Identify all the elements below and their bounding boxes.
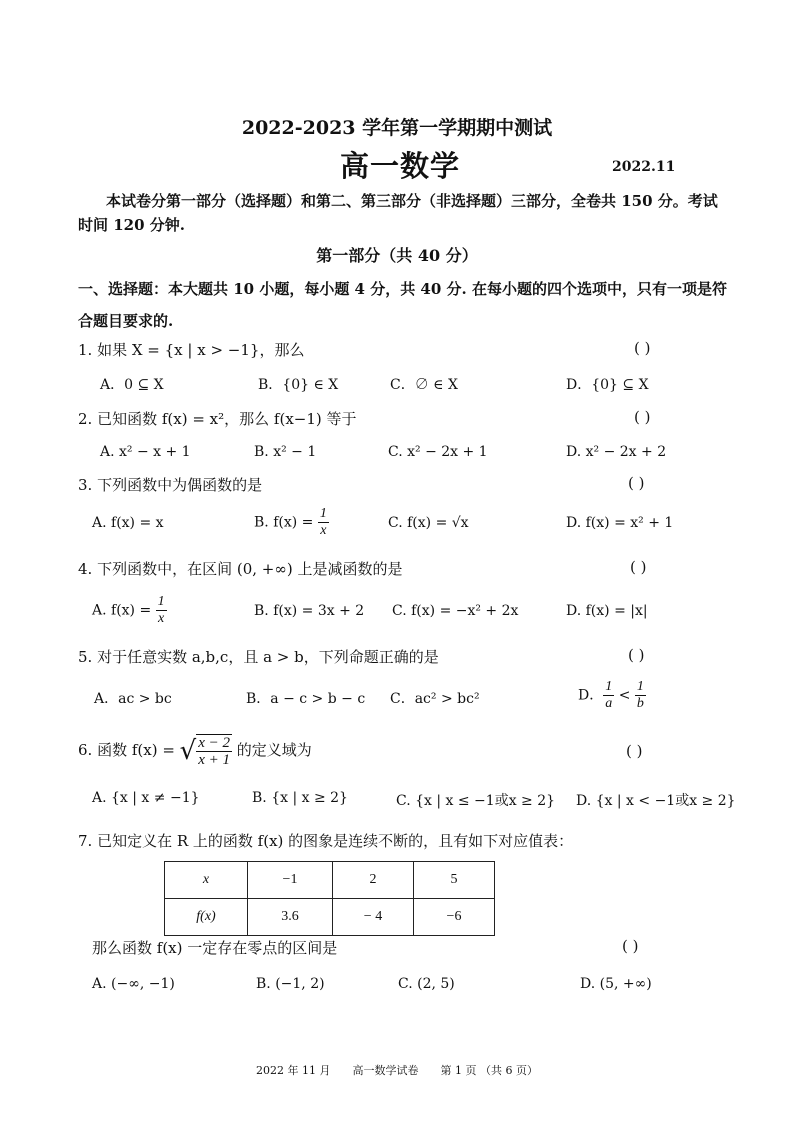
fraction-denominator: x [158, 611, 165, 626]
question-3-stem: 3. 下列函数中为偶函数的是 [78, 476, 263, 494]
q5-option-d-right-fraction [635, 679, 646, 712]
q5-option-c: C．ac² > bc² [390, 691, 480, 707]
q2-option-a: A. x² − x + 1 [100, 444, 191, 460]
q6-option-d: D. {x | x < −1或x ≥ 2} [576, 793, 736, 809]
q1-option-b: B．{0} ∈ X [258, 377, 339, 393]
fraction-numerator: 1 [319, 506, 327, 521]
fraction-denominator: b [636, 696, 644, 711]
q3-option-c: C. f(x) = √x [388, 515, 469, 531]
table-cell: 5 [414, 862, 495, 899]
q7-option-b: B. (−1, 2) [256, 976, 325, 992]
q4-option-a [92, 594, 167, 627]
part-heading: 第一部分（共 40 分） [316, 246, 478, 265]
q6-sqrt-fraction [196, 734, 232, 768]
fraction-numerator: x − 2 [198, 735, 231, 751]
q7-option-a: A. (−∞, −1) [92, 976, 175, 992]
subject-title: 高一数学 [340, 149, 461, 183]
table-cell: x [165, 862, 248, 899]
fraction-denominator: x [320, 523, 327, 538]
fraction-numerator: 1 [605, 679, 613, 694]
q6-option-c: C. {x | x ≤ −1或x ≥ 2} [396, 793, 556, 809]
q5-option-d-label: D． [578, 687, 604, 704]
q6-stem-prefix: 6. 函数 f(x) = [78, 741, 180, 759]
question-1-stem: 1. 如果 X = {x | x > −1}，那么 [78, 341, 305, 359]
q4-option-b: B. f(x) = 3x + 2 [254, 603, 365, 619]
q3-option-b-label: B. f(x) = [254, 514, 318, 531]
exam-date: 2022.11 [612, 159, 676, 175]
table-row [165, 899, 495, 936]
exam-title: 2022-2023 学年第一学期期中测试 [241, 117, 553, 139]
q6-option-b: B. {x | x ≥ 2} [252, 790, 348, 806]
answer-paren-5: ( ) [628, 646, 645, 664]
table-cell: −6 [414, 899, 495, 936]
q4-option-a-label: A. f(x) = [92, 602, 156, 619]
q3-option-b-fraction [318, 506, 329, 539]
table-cell: 3.6 [248, 899, 333, 936]
answer-paren-3: ( ) [628, 474, 645, 492]
section-instructions: 一、选择题：本大题共 10 小题，每小题 4 分，共 40 分. 在每小题的四个选项中，只有一项是符合题目要求的. [78, 280, 727, 330]
less-than-symbol: < [618, 687, 631, 704]
q7-option-d: D. (5, +∞) [580, 976, 652, 992]
fraction-denominator: a [605, 696, 613, 711]
q1-option-c: C．∅ ∈ X [390, 377, 458, 393]
table-cell: −1 [248, 862, 333, 899]
q5-option-a: A．ac > bc [94, 691, 172, 707]
q2-option-d: D. x² − 2x + 2 [566, 444, 667, 460]
q1-option-d: D．{0} ⊆ X [566, 377, 649, 393]
q3-option-b [254, 506, 329, 539]
answer-paren-1: ( ) [634, 339, 651, 357]
q4-option-d: D. f(x) = |x| [566, 603, 648, 619]
q3-option-d: D. f(x) = x² + 1 [566, 515, 674, 531]
q5-option-b: B．a − c > b − c [246, 691, 366, 707]
q2-option-c: C. x² − 2x + 1 [388, 444, 488, 460]
q4-option-a-fraction [156, 594, 167, 627]
fraction-numerator: 1 [636, 679, 644, 694]
table-cell: − 4 [333, 899, 414, 936]
question-5-stem: 5. 对于任意实数 a,b,c，且 a > b，下列命题正确的是 [78, 648, 439, 666]
question-7-stem-2: 那么函数 f(x) 一定存在零点的区间是 [92, 939, 338, 957]
q5-option-d-left-fraction [603, 679, 614, 712]
table-cell: f(x) [165, 899, 248, 936]
q6-stem-suffix: 的定义域为 [232, 741, 312, 759]
q6-option-a: A. {x | x ≠ −1} [92, 790, 200, 806]
q2-option-b: B. x² − 1 [254, 444, 317, 460]
q1-option-a: A．0 ⊆ X [100, 377, 164, 393]
answer-paren-6: ( ) [626, 742, 643, 760]
question-6-stem [78, 734, 312, 768]
value-table [164, 861, 495, 936]
exam-intro: 本试卷分第一部分（选择题）和第二、第三部分（非选择题）三部分，全卷共 150 分。考试时间 120 分钟. [78, 192, 718, 234]
sqrt-icon: √ [179, 736, 197, 766]
page-footer: 2022 年 11 月 高一数学试卷 第 1 页 （共 6 页） [256, 1064, 538, 1077]
q7-option-c: C. (2, 5) [398, 976, 455, 992]
fraction-denominator: x + 1 [198, 752, 231, 768]
q3-option-a: A. f(x) = x [92, 515, 164, 531]
q5-option-d [578, 679, 646, 712]
fraction-numerator: 1 [157, 594, 165, 609]
question-2-stem: 2. 已知函数 f(x) = x²，那么 f(x−1) 等于 [78, 410, 357, 428]
answer-paren-2: ( ) [634, 408, 651, 426]
question-7-stem: 7. 已知定义在 R 上的函数 f(x) 的图象是连续不断的，且有如下对应值表： [78, 832, 574, 850]
question-4-stem: 4. 下列函数中，在区间 (0, +∞) 上是减函数的是 [78, 560, 403, 578]
q4-option-c: C. f(x) = −x² + 2x [392, 603, 519, 619]
table-cell: 2 [333, 862, 414, 899]
answer-paren-4: ( ) [630, 558, 647, 576]
table-row [165, 862, 495, 899]
answer-paren-7: ( ) [622, 937, 639, 955]
